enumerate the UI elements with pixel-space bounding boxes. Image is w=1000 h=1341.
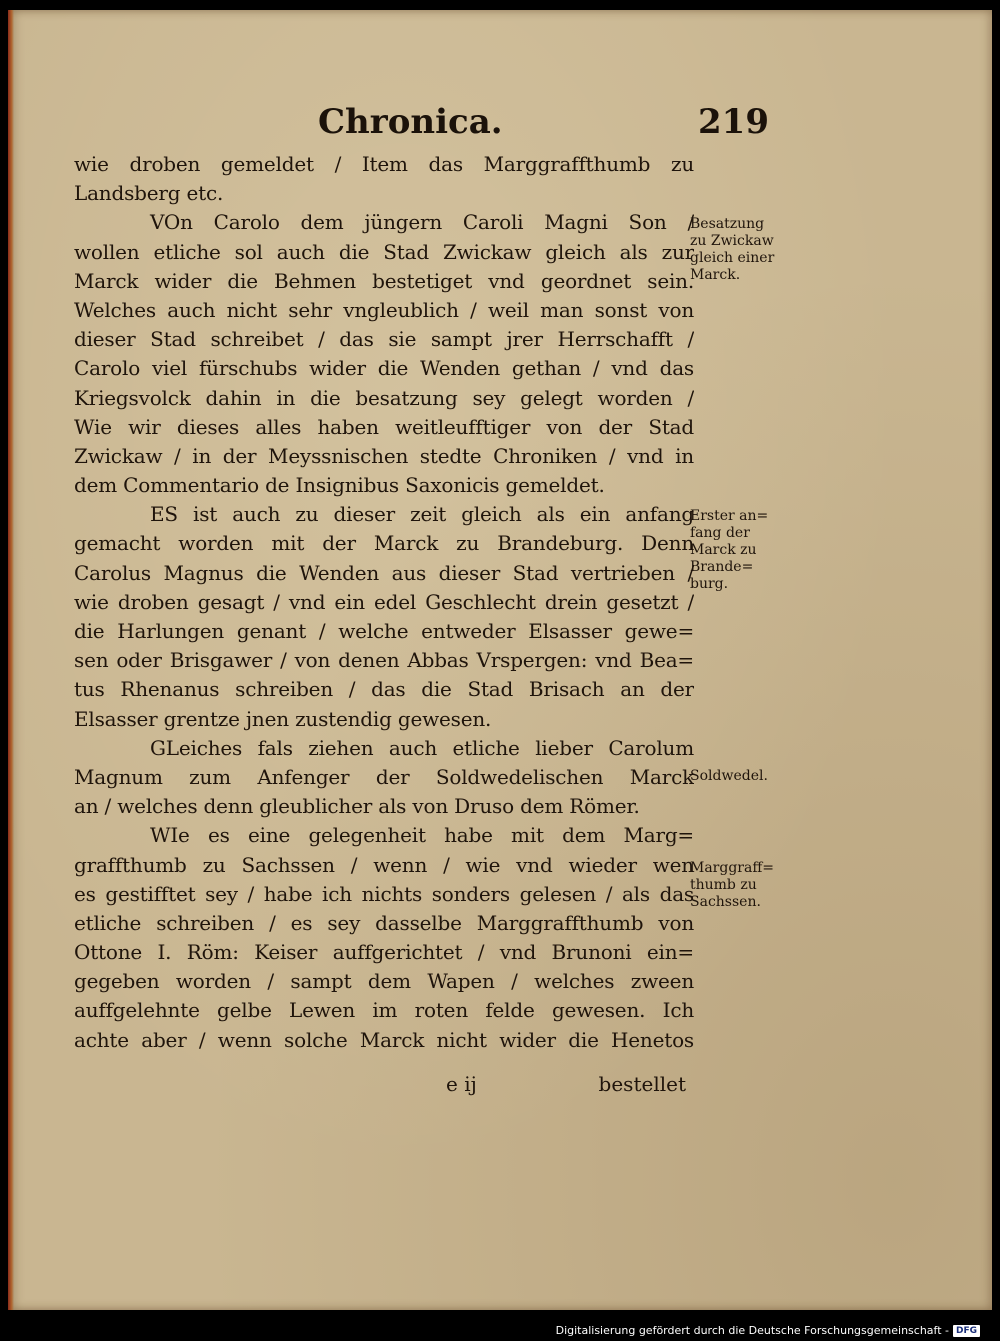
text-line: wie droben gesagt / vnd ein edel Geschlecht drein gesetzt / (74, 589, 694, 614)
text-line: die Harlungen genant / welche entweder Elsasser gewe= (74, 619, 694, 643)
catch-line (74, 1072, 694, 1102)
page-number: 219 (698, 102, 769, 142)
text-line: dieser Stad schreibet / das sie sampt jrer Herrschafft / (74, 327, 694, 352)
margin-note-line: burg. (690, 576, 729, 592)
margin-note-line: Soldwedel. (690, 768, 768, 784)
margin-note-line: Besatzung (690, 216, 765, 232)
margin-note-line: Marck zu (690, 542, 757, 558)
dfg-logo: DFG (953, 1325, 980, 1337)
margin-note-zwickaw (690, 216, 808, 284)
catchword: bestellet (598, 1072, 686, 1096)
running-title: Chronica. (318, 102, 503, 142)
text-line: gegeben worden / sampt dem Wapen / welches zween (74, 969, 694, 994)
text-line: etliche schreiben / es sey dasselbe Marggraffthumb von (74, 910, 694, 935)
text-line: wollen etliche sol auch die Stad Zwickaw gleich als zur (74, 239, 694, 264)
text-line: Marck wider die Behmen bestetiget vnd geordnet sein. (74, 268, 694, 293)
margin-note-line: gleich einer (690, 250, 775, 266)
margin-note-line: Brande= (690, 559, 754, 575)
signature-mark: e ij (446, 1072, 477, 1096)
text-line: auffgelehnte gelbe Lewen im roten felde gewesen. Ich (74, 998, 694, 1023)
text-line: achte aber / wenn solche Marck nicht wider die Henetos (74, 1027, 694, 1052)
margin-note-line: zu Zwickaw (690, 233, 774, 249)
text-line: Landsberg etc. (74, 181, 224, 206)
text-line: WIe es eine gelegenheit habe mit dem Marg= (150, 823, 694, 848)
text-line: Carolus Magnus die Wenden aus dieser Stad vertrieben / (74, 560, 694, 585)
margin-note-line: Marck. (690, 267, 741, 283)
margin-note-line: Sachssen. (690, 894, 761, 910)
text-line: an / welches denn gleublicher als von Druso dem Römer. (74, 794, 640, 819)
margin-note-brandeburg (690, 508, 808, 593)
text-line: Ottone I. Röm: Keiser auffgerichtet / vnd Brunoni ein= (74, 940, 694, 965)
text-line: Kriegsvolck dahin in die besatzung sey gelegt worden / (74, 385, 694, 410)
text-line: gemacht worden mit der Marck zu Brandeburg. Denn (74, 531, 694, 556)
margin-note-line: thumb zu (690, 877, 757, 893)
text-line: Magnum zum Anfenger der Soldwedelischen Marck (74, 764, 694, 789)
text-line: Zwickaw / in der Meyssnischen stedte Chroniken / vnd in (74, 443, 694, 468)
margin-note-line: Erster an= (690, 508, 769, 524)
body-text (74, 150, 694, 1055)
text-line: VOn Carolo dem jüngern Caroli Magni Son / (150, 210, 694, 235)
margin-note-line: fang der (690, 525, 750, 541)
funding-footer (556, 1324, 980, 1337)
text-line: wie droben gemeldet / Item das Marggraffthumb zu (74, 152, 694, 176)
text-line: ES ist auch zu dieser zeit gleich als ein anfang (150, 502, 694, 527)
text-line: tus Rhenanus schreiben / das die Stad Brisach an der (74, 677, 694, 702)
text-line: sen oder Brisgawer / von denen Abbas Vrspergen: vnd Bea= (74, 648, 694, 673)
text-line: graffthumb zu Sachssen / wenn / wie vnd wieder wen (74, 852, 694, 877)
text-line: dem Commentario de Insignibus Saxonicis gemeldet. (74, 473, 605, 498)
text-line: Elsasser grentze jnen zustendig gewesen. (74, 706, 492, 731)
book-page (8, 10, 992, 1310)
text-line: Welches auch nicht sehr vngleublich / weil man sonst von (74, 297, 694, 322)
page-edge (8, 10, 14, 1310)
funding-text: Digitalisierung gefördert durch die Deutsche Forschungsgemeinschaft - (555, 1324, 949, 1337)
text-line: GLeiches fals ziehen auch etliche lieber Carolum (150, 735, 694, 760)
margin-note-soldwedel (690, 768, 808, 785)
margin-note-line: Marggraff= (690, 860, 775, 876)
text-line: Wie wir dieses alles haben weitleufftiger von der Stad (74, 414, 694, 439)
margin-note-sachssen (690, 860, 808, 911)
text-line: es gestifftet sey / habe ich nichts sonders gelesen / als das (74, 881, 694, 906)
text-line: Carolo viel fürschubs wider die Wenden gethan / vnd das (74, 356, 694, 381)
